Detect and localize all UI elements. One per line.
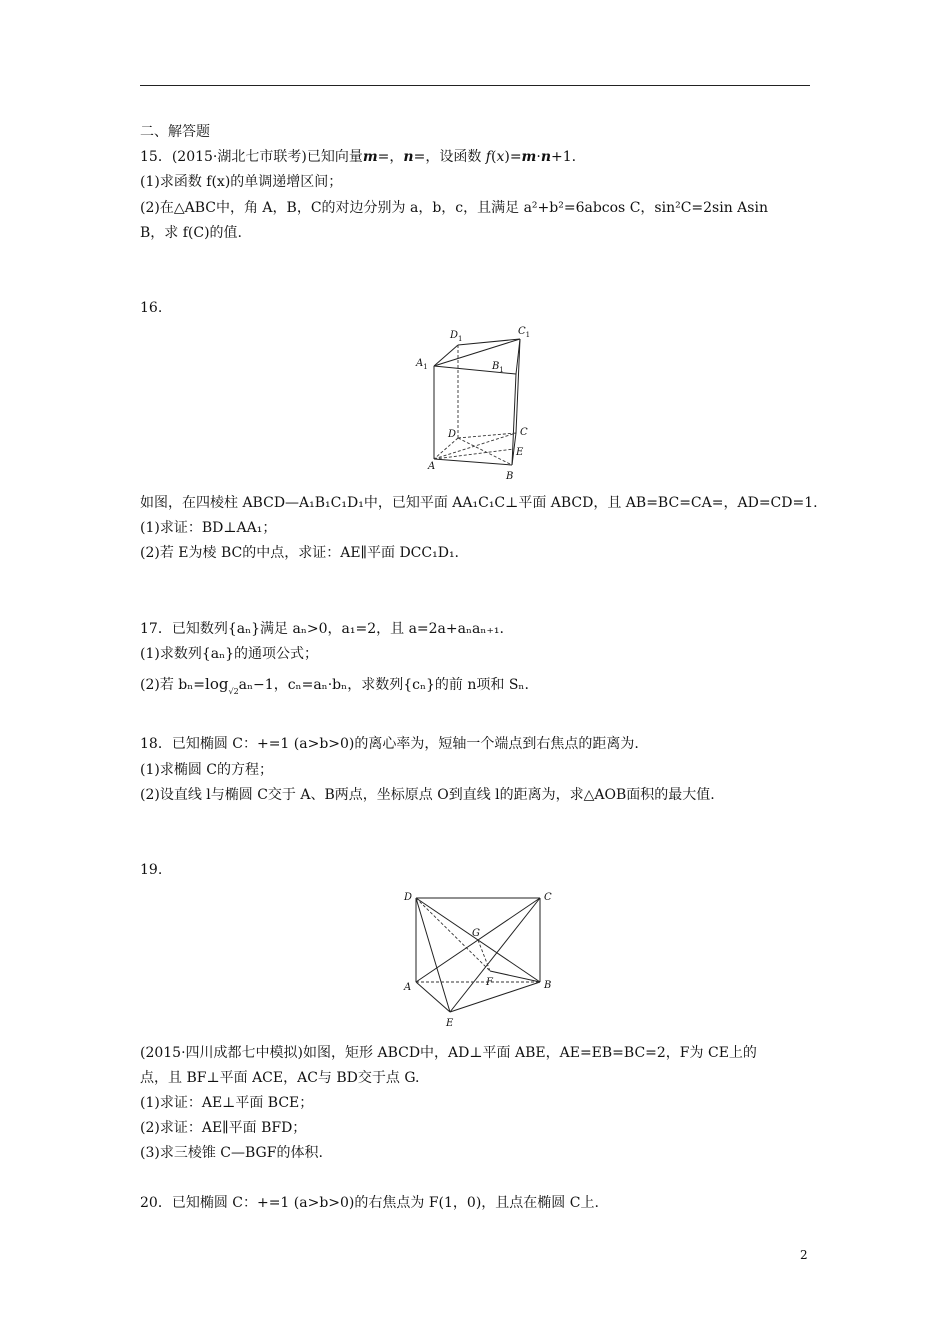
log-symbol: log bbox=[205, 675, 229, 693]
q15-line1: 15．(2015·湖北七市联考)已知向量m=，n=，设函数 f(x)=m·n+1. bbox=[140, 149, 577, 165]
q18-part2: (2)设直线 l与椭圆 C交于 A、B两点，坐标原点 O到直线 l的距离为，求△AOB面积的最大值. bbox=[140, 787, 715, 803]
label-B: B bbox=[544, 980, 552, 991]
q19-part2: (2)求证：AE∥平面 BFD； bbox=[140, 1120, 307, 1136]
q15-part1: (1)求函数 f(x)的单调递增区间； bbox=[140, 174, 343, 190]
q16-part1: (1)求证：BD⊥AA₁； bbox=[140, 520, 277, 536]
label-E: E bbox=[446, 1018, 454, 1029]
q15-dot: · bbox=[536, 149, 541, 165]
q15-eq3: = bbox=[509, 149, 522, 165]
label-A: A bbox=[428, 461, 436, 472]
q17-part2-a: (2)若 bₙ= bbox=[140, 677, 206, 693]
q17-part2 bbox=[140, 674, 529, 697]
header-rule bbox=[140, 85, 810, 86]
label-D: D bbox=[404, 892, 413, 903]
label-B: B bbox=[506, 471, 514, 482]
q15-x: x bbox=[496, 149, 505, 165]
section-title: 二、解答题 bbox=[140, 124, 210, 140]
q18-text: 18．已知椭圆 C：+=1 (a>b>0)的离心率为，短轴一个端点到右焦点的距离为. bbox=[140, 736, 639, 752]
q15-source: (2015·湖北七市联考) bbox=[171, 149, 307, 165]
label-C: C bbox=[544, 892, 552, 903]
vector-m-2: m bbox=[521, 149, 537, 165]
label-C1: $C_1$ bbox=[518, 326, 531, 339]
rectangle-pyramid-figure bbox=[400, 888, 560, 1030]
label-F: F bbox=[486, 977, 493, 988]
q15-f: f bbox=[485, 149, 491, 165]
q16-text: 如图，在四棱柱 ABCD—A₁B₁C₁D₁中，已知平面 AA₁C₁C⊥平面 ABCD，且 AB=BC=CA=，AD=CD=1. bbox=[140, 495, 818, 511]
label-C: C bbox=[520, 427, 528, 438]
q17-part1: (1)求数列{aₙ}的通项公式； bbox=[140, 646, 319, 662]
q17-part2-b: aₙ−1，cₙ=aₙ·bₙ，求数列{cₙ}的前 n项和 Sₙ. bbox=[238, 677, 529, 693]
page-number: 2 bbox=[800, 1248, 808, 1262]
log-base: √2 bbox=[228, 687, 239, 696]
label-D1: $D_1$ bbox=[450, 330, 463, 343]
q16-part2: (2)若 E为棱 BC的中点，求证：AE∥平面 DCC₁D₁. bbox=[140, 545, 460, 561]
q17-text: 17．已知数列{aₙ}满足 aₙ>0，a₁=2，且 a=2a+aₙaₙ₊₁. bbox=[140, 621, 504, 637]
label-G: G bbox=[472, 928, 480, 939]
q19-number: 19. bbox=[140, 862, 163, 878]
q16-number: 16. bbox=[140, 300, 163, 316]
q19-text-line2: 点，且 BF⊥平面 ACE，AC与 BD交于点 G. bbox=[140, 1070, 420, 1086]
q15-number: 15． bbox=[140, 149, 172, 165]
q15-eq2: =，设函数 bbox=[413, 149, 482, 165]
label-B1: $B_1$ bbox=[492, 361, 504, 374]
q20-text: 20．已知椭圆 C：+=1 (a>b>0)的右焦点为 F(1，0)，且点在椭圆 C上. bbox=[140, 1195, 599, 1211]
q19-part1: (1)求证：AE⊥平面 BCE； bbox=[140, 1095, 314, 1111]
q15-part2-line2: B，求 f(C)的值. bbox=[140, 225, 243, 241]
q19-part3: (3)求三棱锥 C—BGF的体积. bbox=[140, 1145, 323, 1161]
q18-part1: (1)求椭圆 C的方程； bbox=[140, 762, 273, 778]
label-D: D bbox=[448, 429, 457, 440]
q15-part2-line1: (2)在△ABC中，角 A，B，C的对边分别为 a，b，c，且满足 a²+b²=6abcos C，sin²C=2sin Asin bbox=[140, 200, 768, 216]
q15-intro: 已知向量 bbox=[306, 149, 363, 165]
prism-figure bbox=[412, 322, 542, 487]
label-E: E bbox=[516, 447, 524, 458]
q15-eq1: =， bbox=[377, 149, 404, 165]
vector-n: n bbox=[403, 149, 414, 165]
label-A1: $A_1$ bbox=[416, 358, 428, 371]
vector-n-2: n bbox=[540, 149, 552, 165]
vector-m: m bbox=[362, 149, 378, 165]
q15-plus1: +1. bbox=[551, 149, 577, 165]
label-A: A bbox=[404, 982, 412, 993]
q19-text-line1: (2015·四川成都七中模拟)如图，矩形 ABCD中，AD⊥平面 ABE，AE=EB=BC=2，F为 CE上的 bbox=[140, 1045, 757, 1061]
